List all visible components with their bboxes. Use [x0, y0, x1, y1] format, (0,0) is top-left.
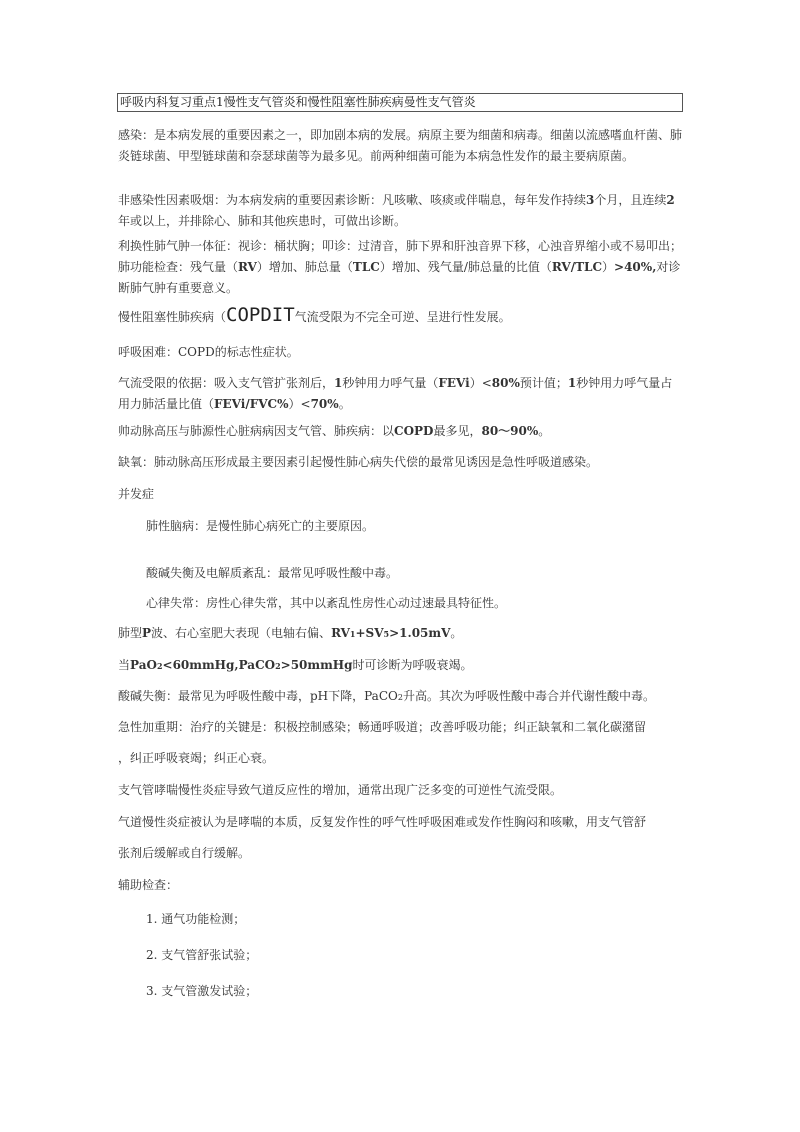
text-run: ）增加、肺总量（: [256, 260, 353, 274]
text-run-subscript: 2: [275, 661, 281, 671]
heading-complications: 并发症: [118, 487, 155, 501]
paragraph-acid-base: 酸碱失衡及电解质紊乱：最常见呼吸性酸中毒。: [146, 566, 399, 580]
document-title: 呼吸内科复习重点1慢性支气管炎和慢性阻塞性肺疾病曼性支气管炎: [117, 93, 683, 112]
text-run-bold: P: [142, 626, 152, 640]
list-item: 2. 支气管舒张试验；: [146, 948, 258, 962]
paragraph-arrhythmia: 心律失常：房性心律失常，其中以紊乱性房性心动过速最具特征性。: [146, 596, 507, 610]
paragraph-infection: 感染：是本病发展的重要因素之一，即加剧本病的发展。病原主要为细菌和病毒。细菌以流感嗜血杆菌、肺炎链球菌、甲型链球菌和奈瑟球菌等为最多见。前两种细菌可能为本病急性发作的最主要病原菌。: [118, 128, 683, 163]
paragraph-smoking-diagnosis: [118, 190, 684, 232]
text-run: 气流受限的依据：吸入支气管扩张剂后，: [118, 376, 335, 390]
text-run: 秒钟用力呼气量占用力肺活量比值（: [118, 376, 673, 411]
paragraph-emphysema: [118, 236, 684, 299]
text-run: 升高。其次为呼吸性酸中毒合并代谢性酸中毒。: [402, 689, 655, 703]
text-run-bold: TLC: [352, 260, 380, 274]
text-run: 年或以上，并排除心、肺和其他疾患时，可做出诊断。: [118, 214, 407, 228]
text-run-bold: FEVi: [438, 376, 470, 390]
text-run-bold: 80%: [491, 376, 520, 390]
text-run: 秒钟用力呼气量（: [342, 376, 439, 390]
text-run-bold: PaO: [130, 658, 157, 672]
paragraph-acute-exacerbation: 急性加重期：治疗的关键是：积极控制感染；畅通呼吸道；改善呼吸功能；纠正缺氧和二氧化碳潴留: [118, 720, 647, 734]
text-run-bold: FEVi/FVC%: [214, 397, 289, 411]
text-run: 。: [450, 626, 463, 640]
text-run-bold: 1: [334, 376, 343, 390]
paragraph-copd-definition: [118, 305, 684, 328]
text-run: 个月，且连续: [594, 193, 667, 207]
text-run-bold: 1: [567, 376, 577, 390]
text-run: ）<: [288, 397, 311, 411]
text-run-subscript: 1: [349, 629, 356, 639]
text-run-bold: >1.05mV: [389, 626, 451, 640]
text-run-bold: 70%: [310, 397, 339, 411]
text-run-large: COPDIT: [226, 304, 295, 326]
text-run: 。: [338, 397, 351, 411]
paragraph-airway-inflammation-cont: 张剂后缓解或自行缓解。: [118, 846, 251, 860]
text-run-bold: 3: [586, 193, 595, 207]
text-run-bold: <60mmHg,PaCO: [162, 658, 276, 672]
paragraph-airflow-limitation: [118, 373, 684, 415]
text-run-bold: 80〜90%: [481, 424, 539, 438]
text-run: 时可诊断为呼吸衰竭。: [352, 658, 473, 672]
text-run: 气流受限为不完全可逆、呈进行性发展。: [294, 310, 511, 324]
text-run: 当: [118, 658, 131, 672]
text-run-bold: 2: [666, 193, 675, 207]
text-run-bold: >40%,: [614, 260, 657, 274]
text-run: 波、右心室肥大表现（电轴右偏、: [151, 626, 332, 640]
paragraph-ecg: [118, 623, 684, 645]
text-run: 非感染性因素吸烟：为本病发病的重要因素诊断：凡咳嗽、咳痰或伴喘息，每年发作持续: [118, 193, 587, 207]
text-run-subscript: 2: [397, 693, 403, 702]
paragraph-respiratory-failure: [118, 655, 684, 677]
text-run: 预计值；: [519, 376, 568, 390]
heading-auxiliary-exams: 辅助检查：: [118, 878, 179, 892]
text-run-bold: >50mmHg: [280, 658, 353, 672]
list-item: 3. 支气管激发试验；: [146, 984, 258, 998]
paragraph-pulmonary-encephalopathy: 肺性脑病：是慢性肺心病死亡的主要原因。: [146, 519, 375, 533]
text-run: ）<: [469, 376, 492, 390]
text-run-bold: RV: [238, 260, 257, 274]
text-run-bold: RV/TLC: [551, 260, 603, 274]
paragraph-airway-inflammation: 气道慢性炎症被认为是哮喘的本质，反复发作性的呼气性呼吸困难或发作性胸闷和咳嗽，用支气管舒: [118, 815, 647, 829]
paragraph-dyspnea: 呼吸困难：COPD的标志性症状。: [118, 345, 299, 359]
paragraph-hypoxia: 缺氧：肺动脉高压形成最主要因素引起慢性肺心病失代偿的最常见诱因是急性呼吸道感染。: [118, 455, 599, 469]
text-run-subscript: 5: [383, 629, 390, 639]
text-run-bold: +SV: [355, 626, 384, 640]
text-run: 对诊断肺气肿有重要意义。: [118, 260, 681, 295]
text-run-subscript: 2: [156, 661, 163, 671]
paragraph-asthma: 支气管哮喘慢性炎症导致气道反应性的增加，通常出现广泛多变的可逆性气流受限。: [118, 783, 563, 797]
text-run: 最多见，: [433, 424, 482, 438]
text-run: 帅动脉高压与肺源性心脏病病因支气管、肺疾病：以: [118, 424, 395, 438]
text-run: ）: [602, 260, 615, 274]
paragraph-acute-exacerbation-cont: ，纠正呼吸衰竭；纠正心衰。: [118, 751, 275, 765]
list-item: 1. 通气功能检测；: [146, 912, 246, 926]
paragraph-pulmonary-hypertension: [118, 421, 684, 442]
text-run: ）增加、残气量/肺总量的比值（: [379, 260, 552, 274]
text-run: 利换性肺气肿一体征：视诊：桶状胸；叩诊：过清音，肺下界和肝浊音界下移，心浊音界缩小或不易叩出；肺功能检查：残气量（: [118, 239, 683, 274]
text-run: 肺型: [118, 626, 143, 640]
text-run-bold: COPD: [394, 424, 434, 438]
paragraph-acid-base-imbalance: [118, 686, 684, 708]
text-run-bold: RV: [331, 626, 350, 640]
text-run: 慢性阻塞性肺疾病（: [118, 310, 227, 324]
text-run: 酸碱失衡：最常见为呼吸性酸中毒，pH下降，PaCO: [118, 689, 398, 703]
text-run: 。: [538, 424, 551, 438]
